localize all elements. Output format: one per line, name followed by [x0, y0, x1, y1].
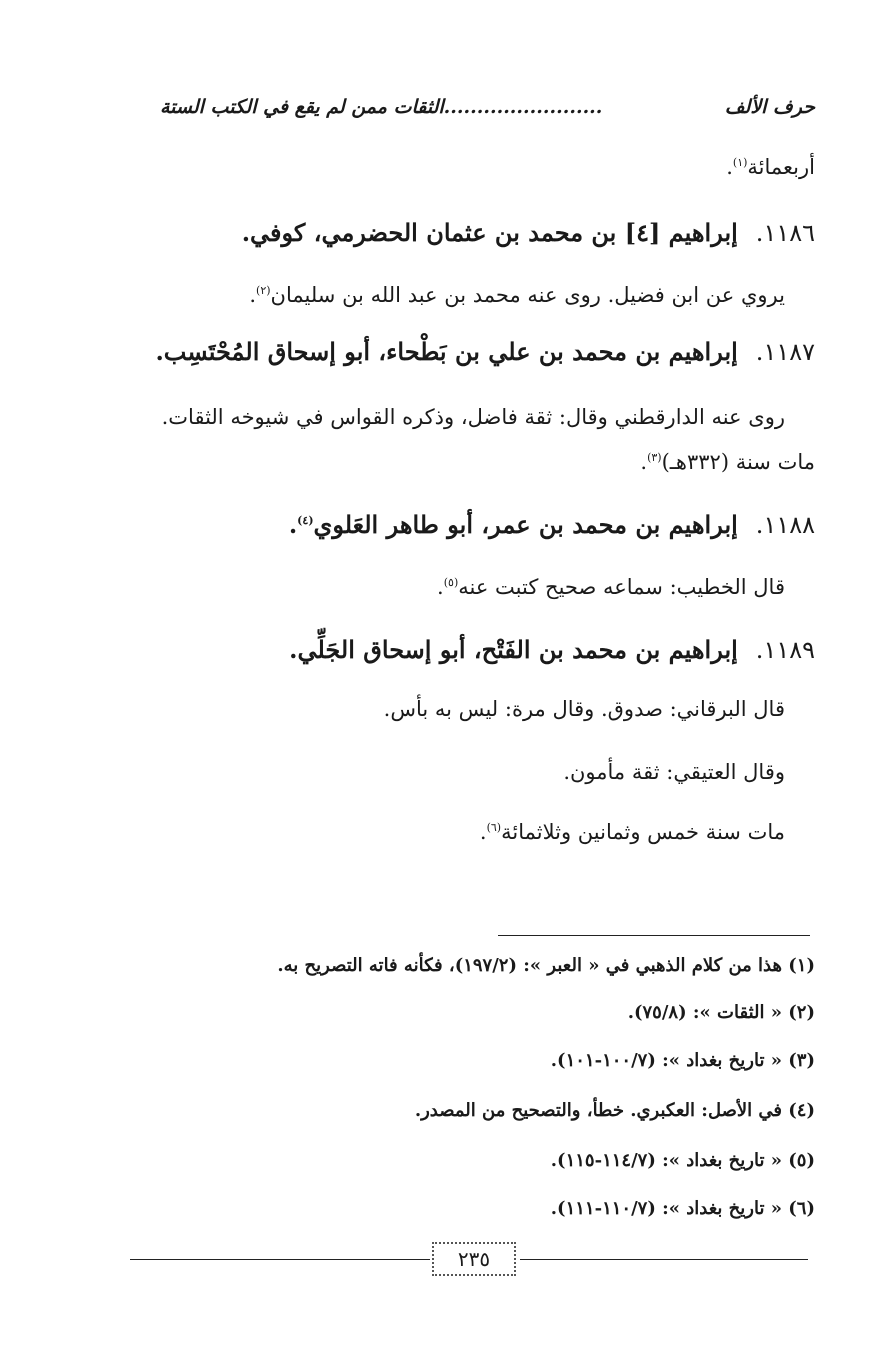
- continuation-text: أربعمائة: [747, 155, 815, 179]
- running-header-section: حرف الألف: [724, 96, 815, 118]
- running-header-title: ........................الثقات ممن لم يقع في الكتب الستة: [160, 96, 603, 118]
- entry-name: إبراهيم بن محمد بن الفَتْح، أبو إسحاق الجَلِّي.: [289, 635, 738, 664]
- footnote-separator: [498, 935, 810, 936]
- bottom-rule-left: [130, 1259, 430, 1260]
- entry-1186-heading: [242, 218, 815, 247]
- entry-1187-heading: [155, 337, 815, 366]
- entry-text: مات سنة خمس وثمانين وثلاثمائة: [501, 820, 785, 844]
- footnote-1: (١) هذا من كلام الذهبي في « العبر »: (١٩٧/٢)، فكأنه فاته التصريح به.: [277, 955, 815, 976]
- entry-number: ١١٨٦.: [755, 219, 815, 247]
- footnote-ref: (٦): [486, 821, 502, 834]
- entry-1187-text-1: روى عنه الدارقطني وقال: ثقة فاضل، وذكره القواس في شيوخه الثقات.: [161, 405, 785, 429]
- footnote-5: (٥) « تاريخ بغداد »: (١١٤/٧-١١٥).: [550, 1150, 815, 1171]
- footnote-ref: (٣): [647, 451, 662, 464]
- entry-1189-text-3: مات سنة خمس وثمانين وثلاثمائة$^{(٦)}$.: [479, 820, 785, 844]
- entry-name: إبراهيم بن محمد بن عمر، أبو طاهر العَلوي: [313, 510, 738, 539]
- page-number: ٢٣٥: [432, 1242, 516, 1276]
- continuation-line: أربعمائة$^{(١)}$.: [726, 155, 815, 179]
- entry-name: إبراهيم [٤] بن محمد بن عثمان الحضرمي، كوفي.: [241, 218, 738, 247]
- footnote-3: (٣) « تاريخ بغداد »: (١٠٠/٧-١٠١).: [550, 1050, 815, 1071]
- bottom-rule-right: [520, 1259, 808, 1260]
- footnote-6: (٦) « تاريخ بغداد »: (١١٠/٧-١١١).: [550, 1198, 815, 1219]
- entry-text: مات سنة (٣٣٢هـ): [661, 450, 815, 474]
- footnote-4: (٤) في الأصل: العكبري. خطأ، والتصحيح من المصدر.: [414, 1100, 815, 1121]
- footnote-ref: (٥): [443, 576, 459, 589]
- entry-1188-heading: ١١٨٨.إبراهيم بن محمد بن عمر، أبو طاهر العَلوي$^{(٤)}$.: [288, 510, 815, 539]
- footnote-ref: (١): [732, 156, 748, 169]
- footnote-2: (٢) « الثقات »: (٧٥/٨).: [627, 1002, 815, 1023]
- entry-1189-text-1: قال البرقاني: صدوق. وقال مرة: ليس به بأس.: [383, 697, 785, 721]
- entry-1188-text: قال الخطيب: سماعه صحيح كتبت عنه$^{(٥)}$.: [437, 575, 785, 599]
- entry-1187-text-2: مات سنة (٣٣٢هـ)$^{(٣)}$.: [640, 450, 815, 474]
- entry-number: ١١٨٩.: [755, 636, 815, 664]
- entry-number: ١١٨٨.: [755, 511, 815, 539]
- entry-number: ١١٨٧.: [755, 338, 815, 366]
- entry-name: إبراهيم بن محمد بن علي بن بَطْحاء، أبو إسحاق المُحْتَسِب.: [155, 337, 738, 366]
- entry-text: يروي عن ابن فضيل. روى عنه محمد بن عبد الله بن سليمان: [270, 283, 785, 307]
- entry-1189-heading: [289, 635, 815, 664]
- footnote-ref: (٢): [256, 284, 271, 297]
- footnote-ref: (٤): [297, 514, 314, 527]
- entry-1186-text: يروي عن ابن فضيل. روى عنه محمد بن عبد الله بن سليمان$^{(٢)}$.: [249, 283, 785, 307]
- entry-text: قال الخطيب: سماعه صحيح كتبت عنه: [458, 575, 785, 599]
- entry-1189-text-2: وقال العتيقي: ثقة مأمون.: [563, 760, 785, 784]
